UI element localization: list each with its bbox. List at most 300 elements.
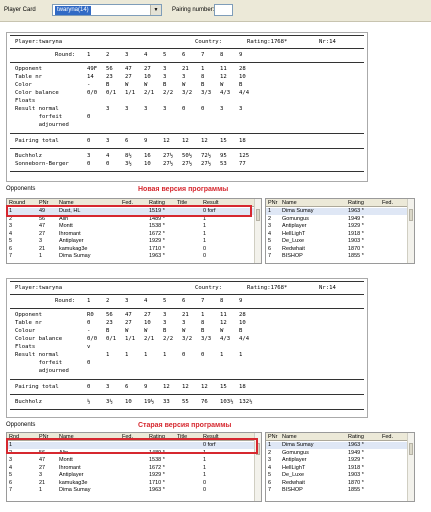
table-row[interactable] — [7, 472, 261, 479]
card-row-value: 28 — [239, 312, 246, 318]
buchholz-label: Buchholz — [15, 399, 42, 405]
buchholz-value: 50½ — [182, 153, 193, 159]
cell-name: De_Luxe — [282, 238, 305, 244]
card-row-label: Floats — [15, 98, 36, 104]
round-number: 2 — [106, 52, 110, 58]
cell-pnr: 3 — [39, 472, 43, 478]
card-row-label: Table nr — [15, 74, 42, 80]
buchholz-value: 55 — [182, 399, 189, 405]
cell-pnr: 6 — [268, 245, 272, 252]
pairing-number-input[interactable] — [214, 4, 233, 16]
list-item[interactable] — [266, 472, 414, 479]
cell-rating: 1929 * — [149, 238, 165, 244]
card-row-value: 1/1 — [125, 90, 136, 96]
list-item[interactable] — [266, 246, 414, 253]
buchholz-value: 3½ — [106, 399, 113, 405]
column-header[interactable]: Result — [203, 200, 219, 206]
pairing-total-value: 0 — [87, 384, 91, 390]
card-row-value: 2/1 — [144, 336, 155, 342]
card-row-value: B — [239, 82, 243, 88]
card-row-value: 4/3 — [220, 336, 231, 342]
cell-rating: 1672 * — [149, 464, 165, 471]
cell-pnr: 56 — [39, 215, 46, 222]
card-row-label: forfeit — [15, 114, 63, 120]
list-item[interactable] — [266, 487, 414, 494]
cell-name: Dima Sumay — [59, 253, 91, 259]
card-row-value: 0 — [182, 106, 186, 112]
cell-name: Dima Sumay — [59, 487, 91, 493]
scrollbar[interactable] — [254, 199, 261, 263]
card-row-value: 0/0 — [87, 90, 98, 96]
card-row-value: 3/2 — [182, 336, 193, 342]
divider — [10, 281, 364, 282]
column-header[interactable]: Name — [282, 200, 297, 206]
table-row[interactable] — [7, 457, 261, 464]
list-item[interactable] — [266, 457, 414, 464]
cell-result: 1 — [203, 449, 207, 456]
column-header[interactable]: PNr — [268, 434, 278, 440]
round-number: 5 — [163, 298, 167, 304]
list-item[interactable] — [266, 465, 414, 472]
card-row-value: 3 — [125, 106, 129, 112]
cell-pnr: 3 — [39, 238, 43, 244]
column-header[interactable]: PNr — [268, 200, 278, 206]
card-row-value: B — [106, 82, 110, 88]
buchholz-value: 125 — [239, 153, 250, 159]
pairing-total-value: 15 — [220, 384, 227, 390]
table-header — [266, 433, 414, 441]
card-row-value: 10 — [144, 74, 151, 80]
list-item[interactable] — [266, 208, 414, 215]
cell-rating: 1903 * — [348, 472, 364, 478]
cell-pnr: 5 — [268, 472, 272, 478]
cell-name: Alin — [59, 449, 69, 456]
player-name: Player:twaryna — [15, 39, 63, 45]
cell-round: 3 — [9, 457, 13, 463]
column-header[interactable]: Name — [59, 434, 74, 440]
player-name: Player:twaryna — [15, 285, 63, 291]
cell-rating: 1538 * — [149, 223, 165, 229]
sonneborn-berger-value: 77 — [239, 161, 246, 167]
card-row-label: Colour balance — [15, 336, 63, 342]
cell-pnr: 2 — [268, 215, 272, 222]
column-header[interactable]: Rating — [348, 200, 364, 206]
buchholz-value: 132½ — [239, 399, 253, 405]
cell-name: Antiplayer — [282, 457, 307, 463]
cell-round: 7 — [9, 253, 13, 259]
cell-rating: 1903 * — [348, 238, 364, 244]
cell-rating: 1672 * — [149, 230, 165, 237]
list-item[interactable] — [266, 216, 414, 223]
player-select-value: twaryna(14) — [57, 7, 89, 13]
scrollbar-thumb[interactable] — [409, 209, 413, 221]
cell-name: Redwhait — [282, 245, 305, 252]
cell-pnr: 4 — [268, 464, 272, 471]
card-row-value: 1 — [239, 352, 243, 358]
cell-name: Antiplayer — [59, 472, 84, 478]
cell-rating: 1489 * — [149, 449, 165, 456]
cell-name: BISHOP — [282, 487, 303, 493]
sonneborn-berger-value: 0 — [87, 161, 91, 167]
cell-pnr: 56 — [39, 449, 46, 456]
cell-name: Redwhait — [282, 479, 305, 486]
country: Country: — [195, 285, 222, 291]
card-row-value: W — [182, 328, 186, 334]
cell-pnr: 1 — [268, 442, 272, 448]
toolbar — [0, 0, 431, 22]
card-row-value: v — [87, 344, 91, 350]
card-row-value: 11 — [220, 66, 227, 72]
card-row-label: Result normal — [15, 106, 59, 112]
cell-pnr: 21 — [39, 245, 46, 252]
players-list-new — [265, 198, 415, 264]
card-row-value: B — [163, 82, 167, 88]
buchholz-value: 33 — [163, 399, 170, 405]
buchholz-value: 10 — [125, 399, 132, 405]
pairing-number-label: Pairing number: — [172, 7, 215, 13]
cell-round: 3 — [9, 223, 13, 229]
card-row-value: - — [87, 328, 91, 334]
column-header[interactable]: Title — [177, 434, 188, 440]
divider — [10, 48, 364, 49]
cell-pnr: 6 — [268, 479, 272, 486]
column-header[interactable]: Rating — [149, 200, 165, 206]
cell-name: Dima Sumay — [282, 442, 314, 448]
cell-rating: 1855 * — [348, 253, 364, 259]
column-header[interactable]: Fed. — [122, 434, 134, 440]
cell-round: 7 — [9, 487, 13, 493]
table-row[interactable] — [7, 238, 261, 245]
card-row-value: W — [144, 328, 148, 334]
cell-rating: 1870 * — [348, 479, 364, 486]
cell-round: 5 — [9, 238, 13, 244]
table-row[interactable] — [7, 231, 261, 238]
cell-rating: 1963 * — [149, 253, 165, 259]
sonneborn-berger-value: 27½ — [163, 161, 174, 167]
card-row-value: 10 — [144, 320, 151, 326]
sonneborn-berger-label: Sonneborn-Berger — [15, 161, 69, 167]
card-row-value: 2/1 — [144, 90, 155, 96]
card-row-label: Color — [15, 82, 32, 88]
cell-round: 6 — [9, 479, 13, 486]
pairing-total-value: 12 — [201, 384, 208, 390]
cell-result: 1 — [203, 223, 207, 229]
card-row-value: 27 — [144, 312, 151, 318]
cell-pnr: 27 — [39, 464, 46, 471]
cell-result: 0 forf — [203, 442, 216, 448]
cell-rating: 1929 * — [348, 223, 364, 229]
list-item[interactable] — [266, 450, 414, 457]
card-row-label: adjourned — [15, 368, 69, 374]
column-header[interactable]: Fed. — [122, 200, 134, 206]
divider — [10, 62, 364, 63]
caption-old-version: Старая версия программы — [138, 422, 232, 429]
card-row-value: 1 — [220, 352, 224, 358]
pairing-total-value: 0 — [87, 138, 91, 144]
cell-result: 1 — [203, 215, 207, 222]
player-select[interactable] — [52, 4, 162, 16]
round-number: 9 — [239, 52, 243, 58]
card-row-value: 56 — [106, 312, 113, 318]
divider — [10, 133, 364, 134]
card-row-value: R0 — [87, 312, 94, 318]
opponents-label-old: Opponents — [6, 422, 36, 428]
column-header[interactable]: PNr — [39, 434, 49, 440]
column-header[interactable]: Rating — [149, 434, 165, 440]
card-row-label: Color balance — [15, 90, 59, 96]
cell-name: Dust, HL — [59, 208, 81, 214]
list-item[interactable] — [266, 231, 414, 238]
cell-pnr: 7 — [268, 253, 272, 259]
cell-rating: 1870 * — [348, 245, 364, 252]
cell-pnr: 3 — [268, 223, 272, 229]
list-item[interactable] — [266, 480, 414, 487]
cell-name: Antiplayer — [59, 238, 84, 244]
card-row-value: 47 — [125, 312, 132, 318]
cell-result: 1 — [203, 230, 207, 237]
pairing-total-value: 18 — [239, 384, 246, 390]
cell-pnr: 5 — [268, 238, 272, 244]
round-number: 7 — [201, 52, 205, 58]
card-row-value: B — [106, 328, 110, 334]
players-list-old — [265, 432, 415, 502]
card-row-value: 11 — [220, 312, 227, 318]
round-label: Round: — [55, 298, 76, 304]
cell-round: 4 — [9, 230, 13, 237]
pairing-total-label: Pairing total — [15, 138, 59, 144]
card-row-value: 1/1 — [125, 336, 136, 342]
card-row-value: 3 — [239, 106, 243, 112]
cell-rating: 1519 * — [149, 208, 165, 214]
card-row-value: 3 — [220, 106, 224, 112]
highlight-box-new — [6, 205, 252, 217]
card-row-value: 3 — [182, 74, 186, 80]
cell-result: 1 — [203, 238, 207, 244]
card-row-value: 3 — [163, 312, 167, 318]
card-row-label: Opponent — [15, 312, 42, 318]
chevron-down-icon[interactable]: ▼ — [150, 5, 161, 15]
buchholz-value: 4 — [106, 153, 110, 159]
list-item[interactable] — [266, 223, 414, 230]
card-row-value: 47 — [125, 66, 132, 72]
cell-name: HellLighT — [282, 464, 306, 471]
card-row-value: 3/2 — [182, 90, 193, 96]
pairing-total-value: 3 — [106, 384, 110, 390]
column-header[interactable]: Rnd — [9, 434, 20, 440]
card-row-value: 0 — [87, 320, 91, 326]
card-row-label: Opponent — [15, 66, 42, 72]
card-row-value: 3 — [163, 66, 167, 72]
scrollbar-thumb[interactable] — [409, 443, 413, 455]
cell-rating: 1710 * — [149, 479, 165, 486]
scrollbar-thumb[interactable] — [256, 209, 260, 221]
column-header[interactable]: Result — [203, 434, 219, 440]
cell-rating: 1489 * — [149, 215, 165, 222]
round-number: 4 — [144, 52, 148, 58]
cell-name: Antiplayer — [282, 223, 307, 229]
round-number: 9 — [239, 298, 243, 304]
cell-result: 0 — [203, 479, 207, 486]
card-row-value: 4/4 — [239, 90, 250, 96]
cell-name: Montt — [59, 457, 73, 463]
buchholz-value: 76 — [201, 399, 208, 405]
round-number: 6 — [182, 52, 186, 58]
sonneborn-berger-value: 27½ — [182, 161, 193, 167]
cell-round: 5 — [9, 472, 13, 478]
highlight-box-old — [6, 438, 258, 454]
card-row-value: 1 — [201, 312, 205, 318]
scrollbar[interactable] — [407, 433, 414, 501]
scrollbar[interactable] — [407, 199, 414, 263]
card-row-value: 10 — [239, 74, 246, 80]
country: Country: — [195, 39, 222, 45]
card-row-value: - — [87, 82, 91, 88]
list-item[interactable] — [266, 253, 414, 260]
table-row[interactable] — [7, 246, 261, 253]
divider — [10, 394, 364, 395]
buchholz-label: Buchholz — [15, 153, 42, 159]
sonneborn-berger-value: 0 — [106, 161, 110, 167]
round-number: 8 — [220, 298, 224, 304]
cell-rating: 1710 * — [149, 245, 165, 252]
table-row[interactable] — [7, 253, 261, 260]
card-row-label: Floats — [15, 344, 36, 350]
pairing-total-value: 15 — [220, 138, 227, 144]
cell-round: 2 — [9, 449, 13, 456]
card-row-value: 0/1 — [106, 90, 117, 96]
buchholz-value: 72½ — [201, 153, 212, 159]
round-number: 5 — [163, 52, 167, 58]
card-row-value: 8 — [201, 320, 205, 326]
round-number: 4 — [144, 298, 148, 304]
cell-name: Ihromant — [59, 230, 81, 237]
cell-result: 0 — [203, 487, 207, 493]
column-header[interactable]: Name — [59, 200, 74, 206]
player-card-old — [6, 278, 368, 418]
card-row-value: 3/3 — [201, 90, 212, 96]
cell-name: kamukag3e — [59, 479, 88, 486]
table-row[interactable] — [7, 487, 261, 494]
cell-pnr: 27 — [39, 230, 46, 237]
cell-round: 6 — [9, 245, 13, 252]
player-number: Nr:14 — [319, 285, 336, 291]
card-row-value: 4/3 — [220, 90, 231, 96]
column-header[interactable]: Name — [282, 434, 297, 440]
table-row[interactable] — [7, 223, 261, 230]
card-row-label: Colour — [15, 328, 36, 334]
divider — [10, 308, 364, 309]
pairing-total-value: 12 — [163, 384, 170, 390]
divider — [10, 171, 364, 172]
card-row-value: 0 — [201, 352, 205, 358]
buchholz-value: ½ — [87, 399, 91, 405]
cell-rating: 1918 * — [348, 464, 364, 471]
card-row-value: 4/4 — [239, 336, 250, 342]
card-row-value: 1 — [106, 352, 110, 358]
card-row-value: 8 — [201, 74, 205, 80]
sonneborn-berger-value: 10 — [144, 161, 151, 167]
pairing-total-value: 9 — [144, 138, 148, 144]
cell-pnr: 3 — [268, 457, 272, 463]
caption-new-version: Новая версия программы — [138, 186, 229, 193]
card-row-value: 1 — [163, 352, 167, 358]
card-row-value: 21 — [182, 312, 189, 318]
column-header[interactable]: Rating — [348, 434, 364, 440]
cell-rating: 1963 * — [348, 208, 364, 214]
cell-round: 4 — [9, 464, 13, 471]
pairing-total-value: 12 — [182, 384, 189, 390]
card-row-value: 28 — [239, 66, 246, 72]
round-number: 2 — [106, 298, 110, 304]
cell-round: 1 — [9, 442, 13, 448]
card-row-value: W — [125, 328, 129, 334]
cell-result: 1 — [203, 472, 207, 478]
round-number: 1 — [87, 52, 91, 58]
cell-result: 1 — [203, 457, 207, 463]
card-row-value: 3 — [163, 320, 167, 326]
round-number: 8 — [220, 52, 224, 58]
sonneborn-berger-value: 53 — [220, 161, 227, 167]
table-row[interactable] — [7, 465, 261, 472]
cell-pnr: 21 — [39, 479, 46, 486]
cell-name: BISHOP — [282, 253, 303, 259]
table-header — [266, 199, 414, 207]
card-row-value: 1 — [144, 352, 148, 358]
pairing-total-value: 6 — [125, 384, 129, 390]
card-row-label: adjourned — [15, 122, 69, 128]
cell-pnr: 1 — [39, 487, 43, 493]
cell-result: 0 — [203, 253, 207, 259]
card-row-value: W — [220, 82, 224, 88]
cell-rating: 1949 * — [348, 215, 364, 222]
card-row-value: W — [182, 82, 186, 88]
round-number: 7 — [201, 298, 205, 304]
buchholz-value: 16 — [144, 153, 151, 159]
column-header[interactable]: Fed. — [382, 434, 394, 440]
cell-rating: 1918 * — [348, 230, 364, 237]
divider — [10, 35, 364, 36]
cell-pnr: 2 — [268, 449, 272, 456]
cell-result: 0 — [203, 245, 207, 252]
card-row-value: 3 — [144, 106, 148, 112]
pairing-total-value: 3 — [106, 138, 110, 144]
sonneborn-berger-value: 27½ — [201, 161, 212, 167]
column-header[interactable]: Round — [9, 200, 26, 206]
column-header[interactable]: PNr — [39, 200, 49, 206]
card-row-value: W — [144, 82, 148, 88]
round-number: 6 — [182, 298, 186, 304]
cell-pnr: 47 — [39, 223, 46, 229]
card-row-value: W — [125, 82, 129, 88]
card-row-label: forfeit — [15, 360, 63, 366]
card-row-value: 3 — [163, 106, 167, 112]
sonneborn-berger-value: 3½ — [125, 161, 132, 167]
cell-pnr: 1 — [268, 208, 272, 214]
cell-name: Ihromant — [59, 464, 81, 471]
buchholz-value: 3 — [87, 153, 91, 159]
list-item[interactable] — [266, 442, 414, 449]
cell-round: 1 — [9, 208, 13, 214]
card-row-value: W — [220, 328, 224, 334]
card-row-value: 0 — [201, 106, 205, 112]
table-row[interactable] — [7, 480, 261, 487]
list-item[interactable] — [266, 238, 414, 245]
card-row-value: 2/2 — [163, 336, 174, 342]
column-header[interactable]: Fed. — [382, 200, 394, 206]
cell-result: 1 — [203, 464, 207, 471]
column-header[interactable]: Title — [177, 200, 188, 206]
card-row-value: 0/0 — [87, 336, 98, 342]
